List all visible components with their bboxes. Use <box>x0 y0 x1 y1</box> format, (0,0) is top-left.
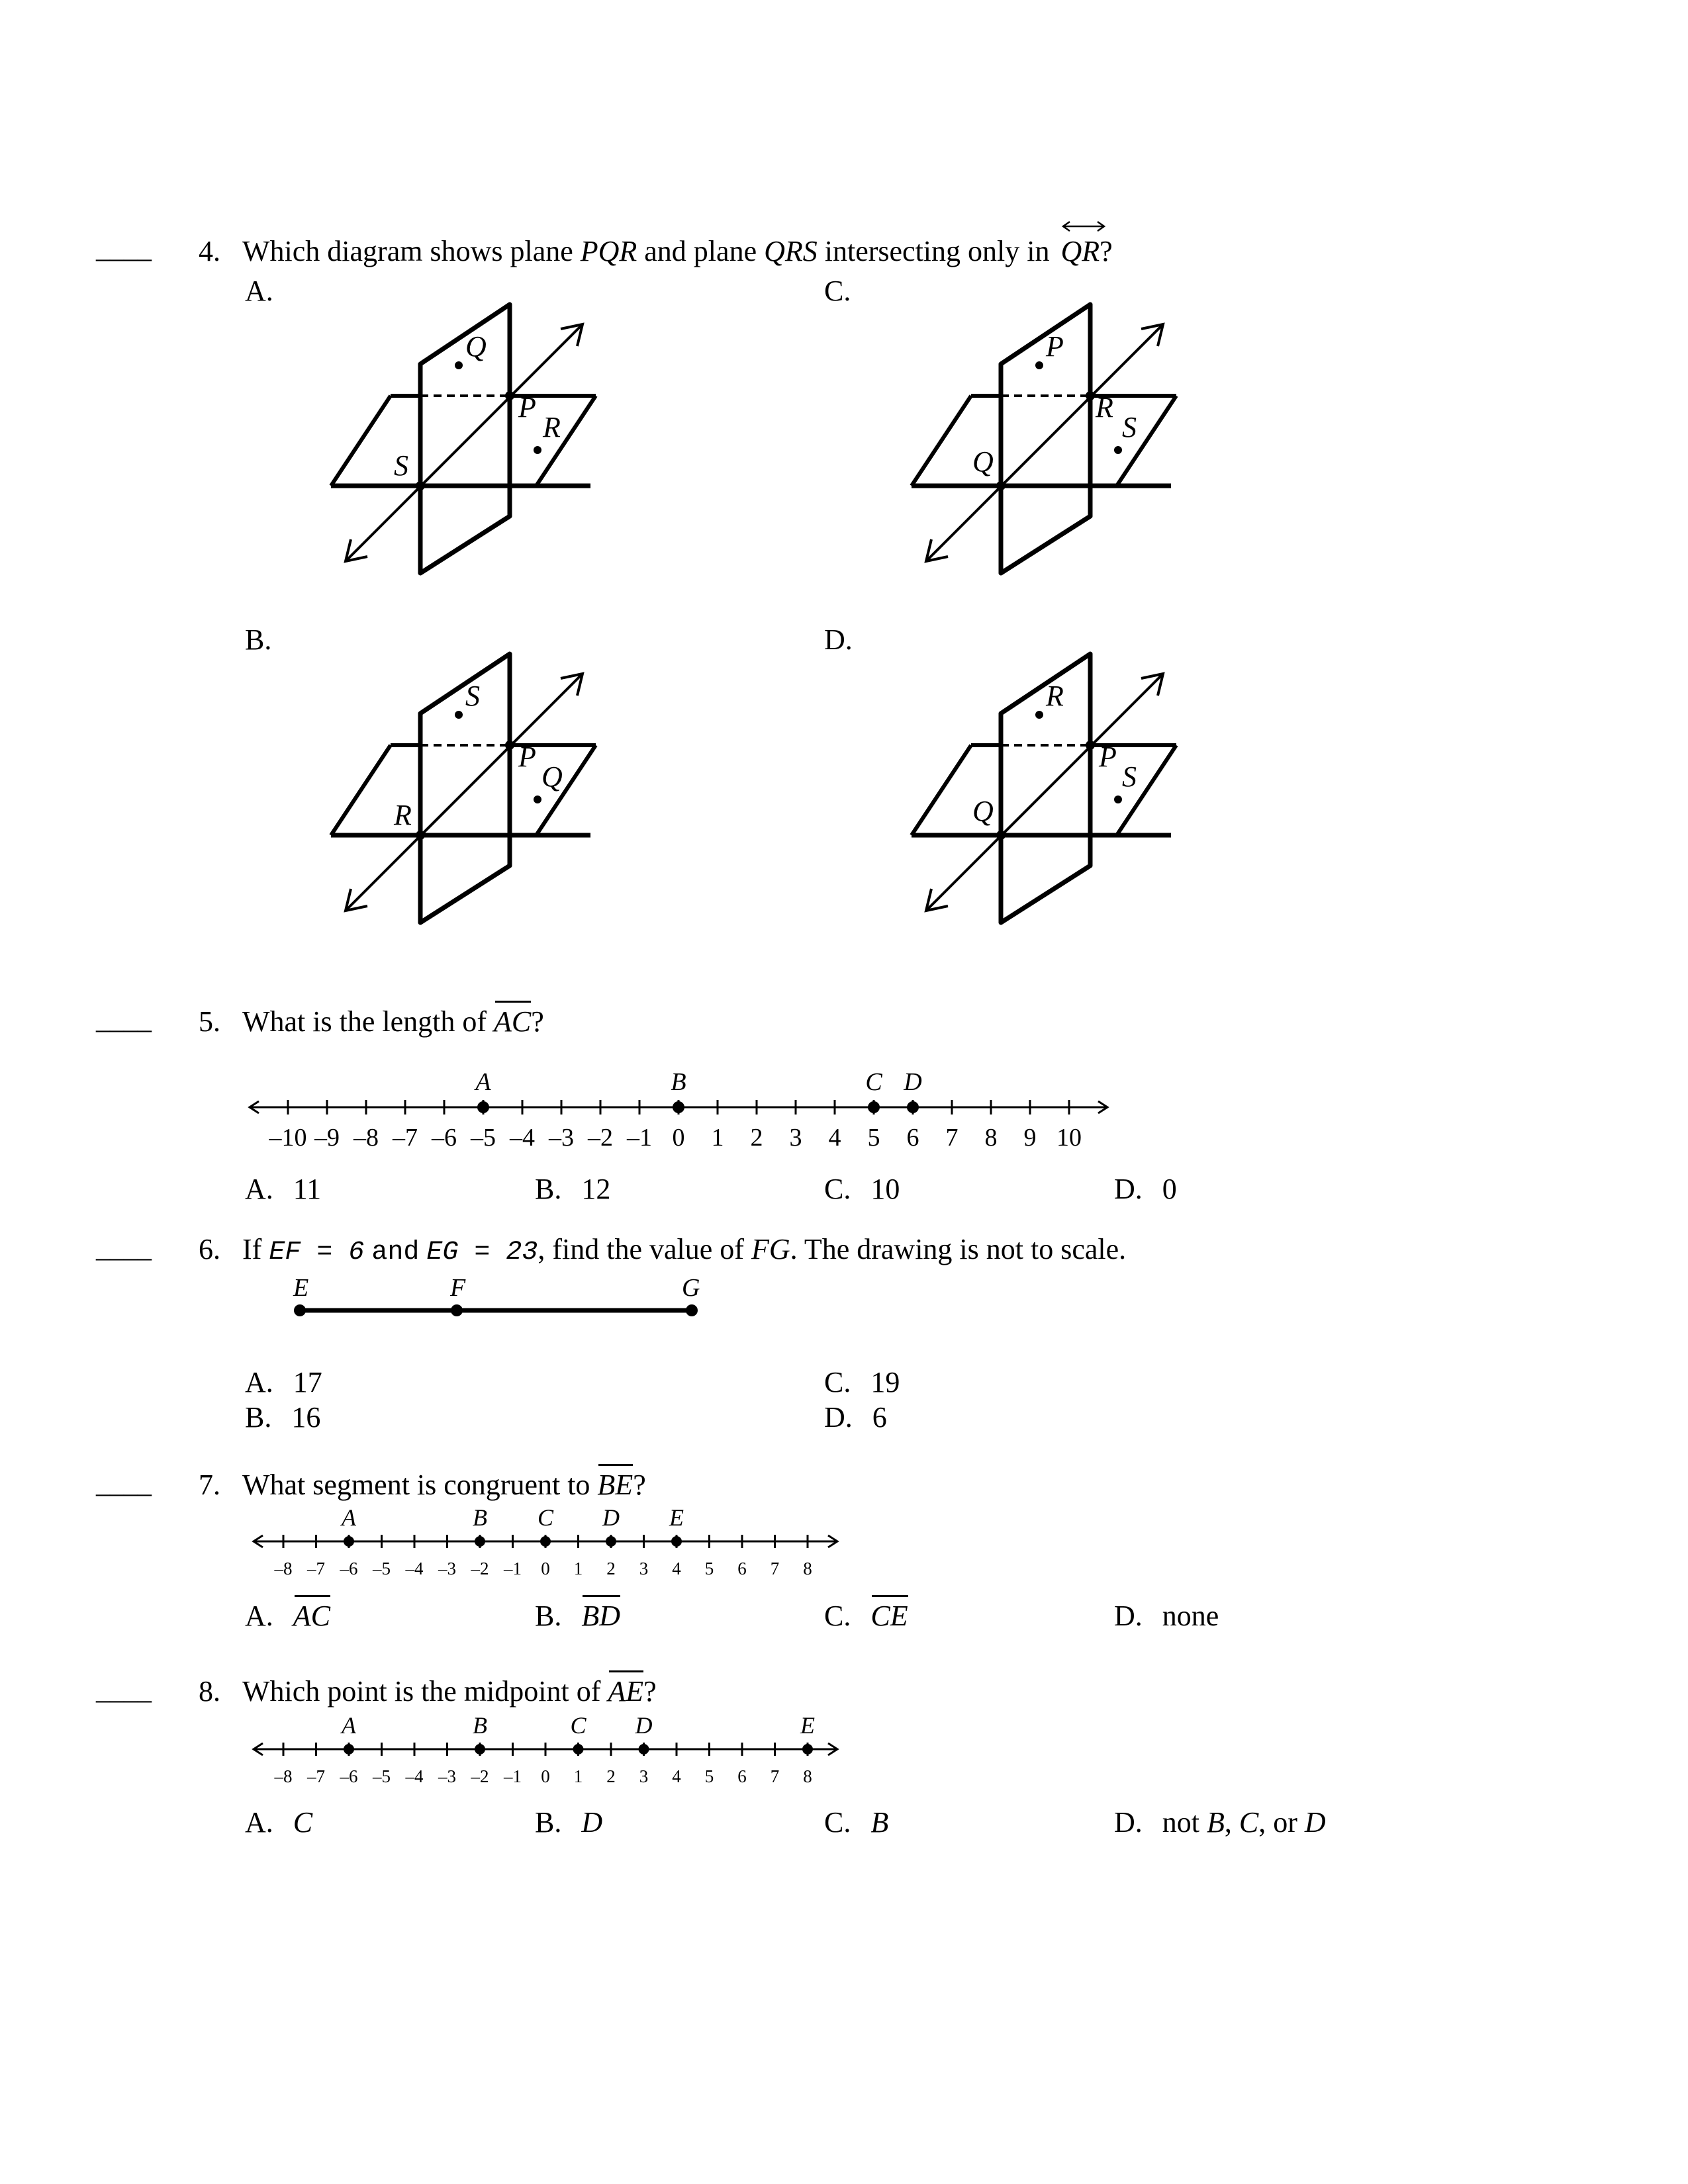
q5-segment: AC <box>494 1005 532 1038</box>
point-label-b: B <box>473 1712 487 1739</box>
tick-label: –7 <box>307 1559 325 1578</box>
label-mid-a: R <box>1096 391 1113 424</box>
tick-label: 2 <box>750 1124 763 1152</box>
point-e <box>802 1744 813 1754</box>
q5-answer-c[interactable]: C. 10 <box>824 1173 900 1205</box>
tick-label: 5 <box>704 1766 714 1786</box>
point-b <box>475 1744 485 1754</box>
tick-label: –1 <box>504 1559 522 1578</box>
tick-label: –7 <box>393 1124 418 1152</box>
tick-label: –5 <box>373 1766 391 1786</box>
q4-number: 4. <box>199 235 220 267</box>
tick-label: 10 <box>1056 1124 1082 1152</box>
tick-label: 6 <box>906 1124 919 1152</box>
tick-label: 5 <box>867 1124 880 1152</box>
q4-plane-1: PQR <box>580 235 637 267</box>
q7-answer-b[interactable]: B. BD <box>535 1600 621 1632</box>
tick-label: 8 <box>803 1559 812 1578</box>
question-7-text: 7. What segment is congruent to BE? <box>199 1469 646 1501</box>
point-d <box>639 1744 649 1754</box>
label-mid-b: S <box>1122 760 1137 793</box>
q5-answer-b[interactable]: B. 12 <box>535 1173 611 1205</box>
q4-text-mid: and plane <box>644 235 757 267</box>
tick-label: 8 <box>803 1766 812 1786</box>
tick-label: –2 <box>471 1766 489 1786</box>
q4-option-a-letter[interactable]: A. <box>245 275 273 307</box>
point-label-d: D <box>602 1504 620 1531</box>
label-f: F <box>450 1274 466 1302</box>
label-left: Q <box>972 445 994 478</box>
q6-answer-d[interactable]: D. 6 <box>824 1401 887 1433</box>
answer-blank-q6[interactable]: ____ <box>96 1233 152 1263</box>
answer-blank-q8[interactable]: ____ <box>96 1675 152 1706</box>
tick-label: –5 <box>471 1124 496 1152</box>
tick-label: –2 <box>588 1124 613 1152</box>
tick-label: 2 <box>606 1766 616 1786</box>
tick-label: –4 <box>405 1766 424 1786</box>
answer-blank-q5[interactable]: ____ <box>96 1005 152 1035</box>
tick-label: 7 <box>770 1559 780 1578</box>
point-label-e: E <box>669 1504 684 1531</box>
tick-label: –10 <box>269 1124 307 1152</box>
q4-option-b-letter[interactable]: B. <box>245 623 272 656</box>
tick-label: –3 <box>438 1559 456 1578</box>
q8-answer-d[interactable]: D. not B, C, or D <box>1114 1806 1326 1839</box>
q7-answer-a[interactable]: A. AC <box>245 1600 331 1632</box>
tick-label: 1 <box>573 1766 583 1786</box>
q4-line-qr: QR <box>1060 237 1100 266</box>
question-5-text: 5. What is the length of AC? <box>199 1005 544 1038</box>
tick-label: 4 <box>828 1124 841 1152</box>
q6-answer-a[interactable]: A. 17 <box>245 1366 322 1398</box>
tick-label: 8 <box>984 1124 998 1152</box>
tick-label: –8 <box>353 1124 379 1152</box>
tick-label: –9 <box>314 1124 340 1152</box>
tick-label: –1 <box>627 1124 652 1152</box>
answer-blank-q7[interactable]: ____ <box>96 1469 152 1499</box>
label-top: S <box>465 680 480 712</box>
label-e: E <box>293 1274 309 1302</box>
tick-label: 1 <box>711 1124 724 1152</box>
tick-label: –1 <box>504 1766 522 1786</box>
tick-label: 5 <box>704 1559 714 1578</box>
label-left: S <box>394 449 408 482</box>
point-label-a: A <box>475 1068 491 1096</box>
label-left: R <box>394 799 412 831</box>
tick-label: –3 <box>438 1766 456 1786</box>
label-top: R <box>1046 680 1064 712</box>
tick-label: 3 <box>789 1124 802 1152</box>
label-mid-a: P <box>518 391 536 424</box>
point-label-b: B <box>473 1504 487 1531</box>
q5-answer-d[interactable]: D. 0 <box>1114 1173 1177 1205</box>
q6-eq1: EF = 6 <box>269 1238 365 1267</box>
point-label-c: C <box>570 1712 586 1739</box>
label-mid-a: P <box>518 741 536 773</box>
q6-eq2: EG = 23 <box>426 1238 538 1267</box>
q4-plane-2: QRS <box>764 235 818 267</box>
answer-blank-q4[interactable]: ____ <box>96 234 152 264</box>
point-label-d: D <box>904 1068 922 1096</box>
tick-label: 4 <box>672 1559 681 1578</box>
tick-label: –5 <box>373 1559 391 1578</box>
point-c <box>573 1744 584 1754</box>
label-top: P <box>1046 330 1064 363</box>
label-mid-a: P <box>1099 741 1117 773</box>
tick-label: 6 <box>737 1766 747 1786</box>
q4-text-post: intersecting only in <box>824 235 1050 267</box>
label-mid-b: S <box>1122 411 1137 443</box>
q7-answer-d[interactable]: D. none <box>1114 1600 1219 1632</box>
label-left: Q <box>972 795 994 827</box>
label-mid-b: Q <box>541 760 563 793</box>
q4-option-d-letter[interactable]: D. <box>824 623 853 656</box>
tick-label: 3 <box>639 1766 649 1786</box>
tick-label: 3 <box>639 1559 649 1578</box>
tick-label: 0 <box>541 1559 550 1578</box>
tick-label: –8 <box>274 1559 293 1578</box>
q6-answer-c[interactable]: C. 19 <box>824 1366 900 1398</box>
q8-answer-b[interactable]: B. D <box>535 1806 603 1839</box>
tick-label: 7 <box>770 1766 780 1786</box>
tick-label: –6 <box>340 1559 358 1578</box>
point-label-b: B <box>671 1068 686 1096</box>
question-6-text: 6. If EF = 6 and EG = 23, find the value of FG. The drawing is not to scale. <box>199 1233 1127 1267</box>
tick-label: 7 <box>945 1124 959 1152</box>
point-label-c: C <box>865 1068 882 1096</box>
q6-answer-b[interactable]: B. 16 <box>245 1401 321 1433</box>
q4-text-pre: Which diagram shows plane <box>242 235 573 267</box>
tick-label: –8 <box>274 1766 293 1786</box>
q5-text-pre: What is the length of <box>242 1005 487 1038</box>
tick-label: 0 <box>672 1124 685 1152</box>
q5-answer-a[interactable]: A. 11 <box>245 1173 322 1205</box>
point-label-d: D <box>635 1712 653 1739</box>
tick-label: 1 <box>573 1559 583 1578</box>
tick-label: 6 <box>737 1559 747 1578</box>
point-a <box>344 1744 354 1754</box>
tick-label: 2 <box>606 1559 616 1578</box>
q7-segment: BE <box>597 1469 633 1501</box>
label-mid-b: R <box>543 411 561 443</box>
question-8-text: 8. Which point is the midpoint of AE? <box>199 1675 657 1707</box>
tick-label: –6 <box>432 1124 457 1152</box>
point-label-c: C <box>537 1504 554 1531</box>
tick-label: 0 <box>541 1766 550 1786</box>
tick-label: –3 <box>549 1124 574 1152</box>
tick-label: –2 <box>471 1559 489 1578</box>
q5-number: 5. <box>199 1005 220 1038</box>
label-top: Q <box>465 330 487 363</box>
q8-segment: AE <box>608 1675 644 1707</box>
label-g: G <box>682 1274 700 1302</box>
tick-label: –4 <box>510 1124 535 1152</box>
question-4-text: 4. Which diagram shows plane PQR and plane QRS intersecting only in QR? <box>199 237 1113 266</box>
point-label-a: A <box>342 1712 356 1739</box>
q4-option-c-letter[interactable]: C. <box>824 275 851 307</box>
point-label-e: E <box>800 1712 815 1739</box>
tick-label: –7 <box>307 1766 325 1786</box>
q7-answer-c[interactable]: C. CE <box>824 1600 908 1632</box>
tick-label: –4 <box>405 1559 424 1578</box>
q8-answer-c[interactable]: C. B <box>824 1806 889 1839</box>
tick-label: 9 <box>1023 1124 1037 1152</box>
tick-label: 4 <box>672 1766 681 1786</box>
q8-answer-a[interactable]: A. C <box>245 1806 313 1839</box>
point-label-a: A <box>342 1504 356 1531</box>
tick-label: –6 <box>340 1766 358 1786</box>
